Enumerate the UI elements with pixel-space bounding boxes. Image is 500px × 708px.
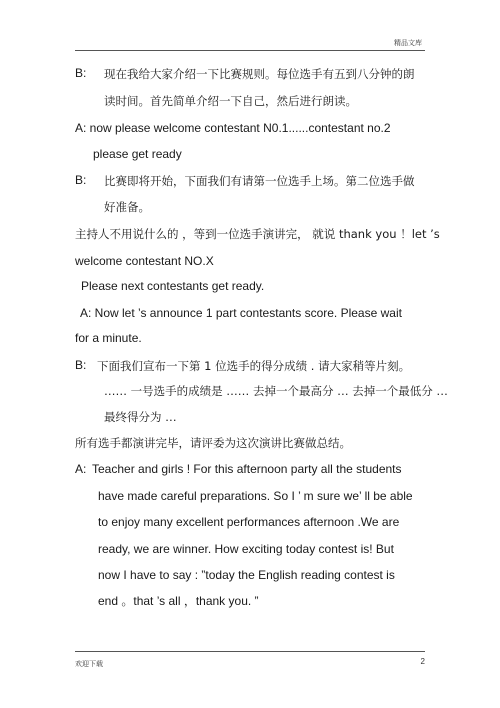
text-line: 现在我给大家介绍一下比赛规则。每位选手有五到八分钟的朗 (104, 67, 415, 81)
text-line: welcome contestant NO.X (75, 254, 214, 268)
text-line: Teacher and girls ! For this afternoon party all the students (92, 462, 402, 476)
header-label: 精品文库 (394, 39, 422, 47)
speaker-tag: B: (75, 173, 87, 187)
text-line: A: now please welcome contestant N0.1......contestant no.2 (75, 121, 391, 135)
text-line: for a minute. (75, 331, 142, 345)
text-line: 下面我们宣布一下第 1 位选手的得分成绩 . 请大家稍等片刻。 (97, 359, 411, 373)
text-line: 主持人不用说什么的 ，等到一位选手演讲完， 就说 thank you ！let ’s (75, 227, 440, 241)
speaker-tag: A: (75, 462, 87, 476)
footer-rule (75, 651, 425, 652)
text-line: 比赛即将开始，下面我们有请第一位选手上场。第二位选手做 (104, 174, 415, 188)
text-line: Please next contestants get ready. (81, 279, 265, 293)
text-line: now I have to say : ”today the English reading contest is (98, 568, 395, 582)
speaker-tag: B: (75, 358, 87, 372)
speaker-tag: B: (75, 66, 87, 80)
text-line: to enjoy many excellent performances afternoon .We are (98, 515, 400, 529)
text-line: 最终得分为 … (104, 410, 177, 424)
text-line: please get ready (93, 147, 182, 161)
page-number: 2 (420, 657, 425, 666)
footer-label: 欢迎下载 (75, 660, 103, 668)
text-line: 好准备。 (104, 200, 150, 214)
text-line: …… 一号选手的成绩是 …… 去掉一个最高分 … 去掉一个最低分 … (104, 384, 448, 398)
header-rule (75, 50, 425, 51)
text-line: end 。that ’s all ，thank you. ” (98, 594, 259, 608)
text-line: ready, we are winner. How exciting today contest is! But (98, 542, 394, 556)
text-line: 所有选手都演讲完毕，请评委为这次演讲比赛做总结。 (75, 436, 351, 450)
text-line: 读时间。首先简单介绍一下自己，然后进行朗读。 (104, 94, 357, 108)
text-line: have made careful preparations. So I ’ m sure we’ ll be able (98, 489, 413, 503)
text-line: A: Now let ’s announce 1 part contestants score. Please wait (80, 306, 402, 320)
